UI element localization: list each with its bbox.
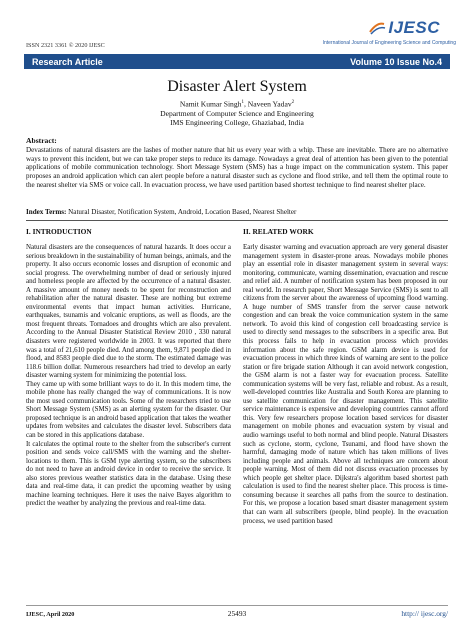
intro-heading: I. INTRODUCTION <box>26 227 92 236</box>
logo-subtitle: International Journal of Engineering Science and Computing <box>322 40 456 46</box>
intro-paragraph-3: It calculates the optimal route to the shelter from the subscriber's current position and sends voice call/SMS with the warning and the shelter-locations to them. This is GSM type alerting system, so the subscribers do not need to have an android device in order to receive the service. It also stores previous weather statistics data in the database. Using these data and real-time data, it can predict the upcoming weather by using machine learning techniques. Here it uses the naive Bayes algorithm to predict the weather by analyzing the previous and real-time data. <box>26 439 231 508</box>
index-terms-text: Natural Disaster, Notification System, Android, Location Based, Nearest Shelter <box>66 208 297 216</box>
index-terms <box>26 208 448 217</box>
journal-logo <box>368 18 440 38</box>
author-block <box>0 98 474 127</box>
related-column <box>243 243 448 525</box>
author-2-sup: 2 <box>291 100 295 105</box>
page-number: 25493 <box>227 609 247 618</box>
journal-url-link[interactable]: http:// ijesc.org/ <box>401 609 448 618</box>
abstract-heading: Abstract: <box>26 136 57 145</box>
footer-divider <box>26 605 448 606</box>
author-1-sup: 1 <box>241 100 244 105</box>
volume-issue: Volume 10 Issue No.4 <box>350 56 442 67</box>
paper-title: Disaster Alert System <box>167 78 307 95</box>
footer-journal: IJESC, April 2020 <box>26 611 75 618</box>
author-2: , Naveen Yadav <box>243 99 292 109</box>
intro-paragraph-1: Natural disasters are the consequences of natural hazards. It does occur a serious breakdown in the sustainability of human beings, animals, and the property. It also occurs economic losses and disruption of economic and social progress. The overwhelming number of dead or seriously injured and homeless people are affected by the occurrence of a natural disaster. A massive amount of money needs to be spent for reconstruction and rehabilitation after the natural disaster. These are nothing but extreme environmental events that impact human activities. Hurricane, earthquakes, tsunamis and volcanic eruptions, as well as floods, are the most frequent threats. Tornadoes and droughts which are also prevalent. According to the Annual Disaster Statistical Review 2010 , 330 natural disasters were registered worldwide in 2003. It was reported that there was a total of 21,610 people died. And among them, 9,871 people died in flood, and 8583 people died due to the storm. The estimated damage was 118.6 billion dollar. Numerous researchers had tried to develop an early disaster warning system for minimizing the potential loss. <box>26 243 232 380</box>
intro-column <box>26 243 231 508</box>
related-heading: II. RELATED WORK <box>243 227 314 236</box>
divider <box>26 220 448 221</box>
logo-swoosh-icon <box>368 20 386 36</box>
abstract-text: Devastations of natural disasters are the lashes of mother nature that hit us every year with a whip. These are inevitable. There are no alternative ways to prevent this incident, but we can take proper steps to reduce its damage. Nowadays a great deal of attention has been given to the potential applications of mobile communication technology. Short Message System (SMS) has a huge impact on the communication system. This paper proposes an android application which can alert people before a natural disaster such as cyclone and flood strike, and tell them the optimal route to the nearest shelter via SMS or voice call. In evacuation process, we have used partition based shortest technique to find nearest shelter place. <box>26 146 448 189</box>
department: Department of Computer Science and Engineering <box>160 108 314 118</box>
intro-paragraph-2: They came up with some brilliant ways to do it. In this modern time, the mobile phone has really changed the way of communications. It is now the most used communication tools. Some of the researchers tried to use Short Message System (SMS) as an alerting system for the disaster. Our proposed technique is an android based application that takes the weather updates from websites and calculates the disaster level. Subscribers data can be stored in this applications database. <box>26 379 231 440</box>
related-paragraph: Early disaster warning and evacuation approach are very general disaster management system in disaster-prone areas. Nowadays mobile phones play an essential role in disaster management system in several ways: monitoring, communicate, warning dissemination, evacuation and rescue and relief aid. A number of notification system has been proposed in our real world. In research paper, Short Message Service (SMS) is sent to all citizens from the server about the awareness of upcoming flood warning. A huge number of SMS transfer from the server cause network congestion and can break the voice communication system in the same network. To avoid this kind of congestion cell broadcasting service is used to directly send messages to the subscribers in a specific area. But this process fails to help in evacuation process which provides information about the safe region. GSM alarm device is used for evacuation process in which three kinds of warning are sent to the police station or fire brigade station Although it can avoid network congestion, the GSM alarm is not a faster way for evacuation process. Satellite communication systems will be very fast, reliable and robust. As a result, well-developed countries like Australia and South Korea are planning to use satellite communication for disaster management. This satellite service maintenance is expensive and developing countries cannot afford this. Very few researchers propose location based services for disaster management on mobile phones and evacuation system by visual and audio warnings useful to both normal and blind people. Natural Disasters such as cyclone, storm, cyclone, Tsunami, and flood have shown the harmful, damaging mode of nature which has taken millions of lives including people and animals. Above all techniques are concern about people warning. Most of them did not discuss evacuation processes by which people get shelter place. Dijkstra's algorithm based shortest path calculation is used to find the nearest shelter place. This process is time-consuming because it searches all paths from the source to destination. For this, we propose a location based smart disaster management system that can warn all subscribers (people, blind people). In the evacuation process, we used partition based <box>243 243 448 525</box>
issn-text: ISSN 2321 3361 © 2020 IJESC <box>26 42 105 49</box>
index-terms-label: Index Terms: <box>26 208 67 216</box>
article-banner <box>24 54 450 69</box>
article-type: Research Article <box>32 56 103 67</box>
author-names <box>0 98 474 109</box>
logo-text: IJESC <box>388 18 440 37</box>
author-1: Namit Kumar Singh <box>179 99 242 109</box>
college: IMS Engineering College, Ghaziabad, India <box>170 117 304 127</box>
